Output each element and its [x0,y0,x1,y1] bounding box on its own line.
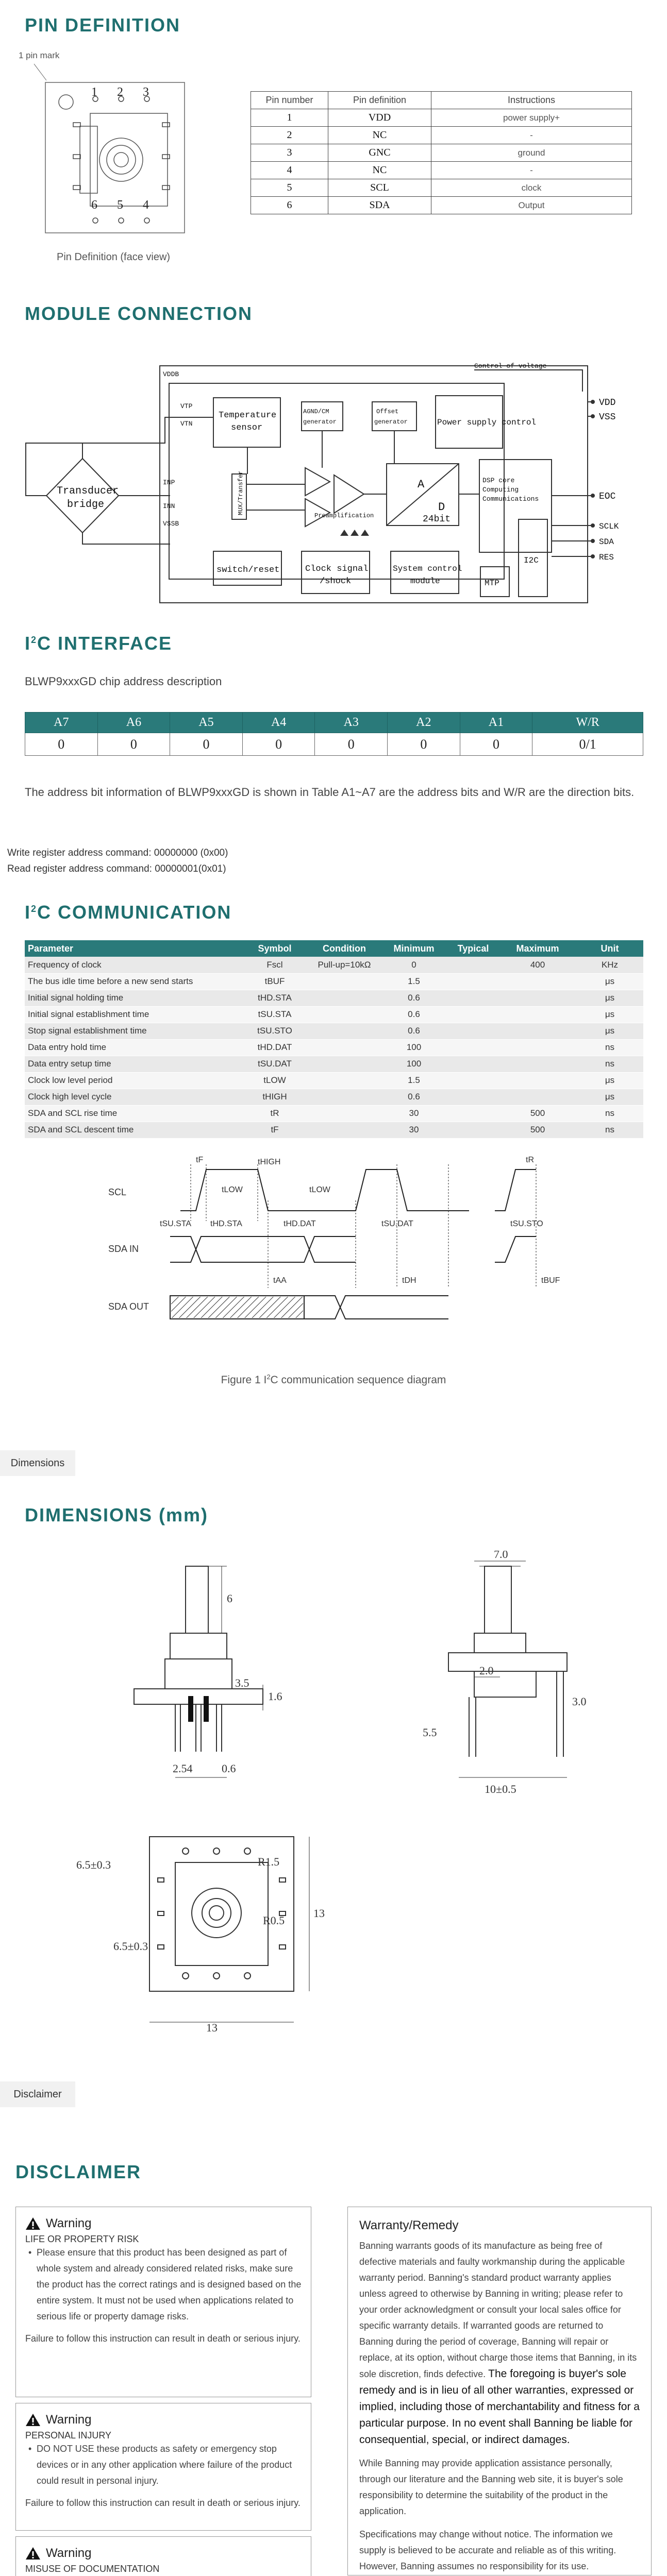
table-cell [447,973,499,990]
table-row [25,1023,643,1039]
table-cell: tF [241,1122,308,1138]
dim-r0-5: R0.5 [263,1914,285,1927]
table-cell: SCL [328,179,431,197]
dim-7-0: 7.0 [494,1551,508,1561]
table-cell: 3 [251,144,328,162]
address-value: 0 [170,733,243,756]
pin-caption: Pin Definition (face view) [57,251,171,263]
table-cell: tHIGH [241,1089,308,1105]
diagram-label-clock: Clock signal [305,564,369,574]
table-cell: μs [576,1023,643,1039]
pin-table-header: Instructions [431,92,632,109]
timing-label-sda-out: SDA OUT [108,1301,149,1312]
table-row [251,179,632,197]
table-cell: ns [576,1105,643,1122]
pin-number-2: 2 [117,86,123,99]
table-cell: 30 [380,1105,447,1122]
pin-table-header: Pin number [251,92,328,109]
table-cell: - [431,162,632,179]
dim-10: 10±0.5 [485,1783,516,1795]
table-cell: tSU.DAT [241,1056,308,1072]
title-superscript: 2 [31,635,38,645]
warranty-paragraph: While Banning may provide application assistance personally, through our literature and the Banning web site, it is buyer's sole responsibility to determine the suitability of the product in the application. [359,2458,623,2516]
table-cell [308,1105,380,1122]
diagram-label-module: module [410,577,440,586]
table-cell [499,990,576,1006]
table-cell: μs [576,973,643,990]
module-connection-title: MODULE CONNECTION [25,303,253,324]
tab-dimensions[interactable]: Dimensions [0,1450,75,1476]
table-row [25,1006,643,1023]
table-row [251,162,632,179]
address-description: The address bit information of BLWP9xxxGD is shown in Table A1~A7 are the address bits and W/R are the direction bits. [25,786,635,799]
title-superscript: 2 [31,904,38,914]
diagram-label-inn: INN [163,502,175,510]
timing-label-thddat: tHD.DAT [284,1219,316,1228]
warning-category: LIFE OR PROPERTY RISK [25,2234,139,2244]
table-cell: SDA and SCL rise time [25,1105,241,1122]
warning-label: Warning [46,2413,92,2427]
warranty-paragraph: Banning warrants goods of its manufacture as being free of defective materials and faulty workmanship during the applicable warranty period. Banning's standard product warranty applies unless agreed to otherwise by Banning in writing; please refer to your order acknowledgment or consult your local sales office for specific warranty details. If warranted goods are returned to Banning during the period of coverage, Banning will repair or replace, at its option, without charge those items that Banning, in its sole discretion, finds defective. [359,2241,637,2379]
dim-13-h: 13 [206,2021,218,2032]
dimension-side-view [119,1561,335,1819]
title-part: I [25,633,31,654]
diagram-label-preamp: Preamplification [314,512,374,519]
warning-icon [25,2217,41,2230]
table-cell: NC [328,127,431,144]
timing-label-tsudat: tSU.DAT [381,1219,413,1228]
diagram-label-agnd: AGND/CM [303,408,329,415]
caption-part: C communication sequence diagram [270,1374,446,1386]
table-cell: 500 [499,1105,576,1122]
diagram-label-sclk: SCLK [599,522,619,531]
table-row [251,144,632,162]
table-cell [499,1023,576,1039]
table-cell: SDA [328,197,431,214]
table-cell: Fscl [241,957,308,973]
table-cell: μs [576,1006,643,1023]
figure-caption [0,1373,667,1386]
table-cell [447,1056,499,1072]
table-row [25,1105,643,1122]
table-cell [308,1056,380,1072]
warranty-remedy-bold: The foregoing is buyer's sole remedy and is in lieu of all other warranties, expressed or implied, including those of merchantability and fitness for a particular purpose. In no event shall Banning be liable for consequential, special, or indirect damages. [359,2368,640,2446]
table-cell: 400 [499,957,576,973]
table-cell: 0 [380,957,447,973]
dim-5-5: 5.5 [423,1726,437,1739]
timing-label-tsusto: tSU.STO [510,1219,543,1228]
table-cell: tSU.STO [241,1023,308,1039]
pin-definition-title: PIN DEFINITION [25,14,181,36]
module-block-diagram [21,361,639,608]
diagram-label-eoc: EOC [599,492,616,502]
timing-label-tbuf: tBUF [541,1276,560,1285]
pin-table [251,91,632,214]
diagram-label-vtp: VTP [180,402,193,410]
diagram-label-shock: /shock [320,577,352,586]
dim-3-0: 3.0 [572,1695,587,1708]
table-cell [308,1122,380,1138]
table-cell: Clock low level period [25,1072,241,1089]
table-cell: Stop signal establishment time [25,1023,241,1039]
list-item: • Please ensure that this product has been designed as part of whole system and already considered related risks, make sure the product has the correct ratings and is designed based on the entire system. It must not be used when applications related to serious life or property damage risks. [25,2245,302,2325]
diagram-label-offset: Offset [376,408,399,415]
address-value: 0 [388,733,460,756]
diagram-label-computing: Computing [482,486,519,494]
table-cell: Initial signal establishment time [25,1006,241,1023]
diagram-label-dsp: DSP core [482,477,515,484]
diagram-label-vdd: VDD [599,398,616,408]
pin-number-1: 1 [91,86,97,99]
table-cell: VDD [328,109,431,127]
disclaimer-title: DISCLAIMER [15,2161,141,2182]
table-row [25,733,643,756]
table-cell: The bus idle time before a new send starts [25,973,241,990]
comm-header: Maximum [499,940,576,957]
pin-table-header: Pin definition [328,92,431,109]
timing-label-taa: tAA [273,1276,287,1285]
table-cell: 100 [380,1039,447,1056]
table-cell: 500 [499,1122,576,1138]
address-value: 0 [25,733,98,756]
table-cell: - [431,127,632,144]
diagram-label-transducer: Transducer [57,485,119,497]
dim-6: 6 [227,1592,232,1605]
dimension-front-view [402,1551,619,1808]
table-row [251,127,632,144]
table-cell: 30 [380,1122,447,1138]
table-cell [499,1089,576,1105]
table-cell [447,990,499,1006]
table-cell: Pull-up=10kΩ [308,957,380,973]
diagram-label-vssb: VSSB [163,520,179,528]
comm-header: Condition [308,940,380,957]
title-part: I [25,902,31,923]
table-cell: 1.5 [380,973,447,990]
table-cell: ns [576,1056,643,1072]
table-cell [499,1039,576,1056]
warning-box-life [15,2207,311,2397]
address-value: 0 [97,733,170,756]
address-value: 0 [242,733,315,756]
address-value: 0/1 [532,733,643,756]
diagram-label-vddb: VDDB [163,370,179,378]
warning-label: Warning [46,2216,92,2230]
address-header: A1 [460,713,532,733]
comm-header: Parameter [25,940,241,957]
table-cell [447,1039,499,1056]
diagram-label-inp: INP [163,479,175,486]
timing-label-tr: tR [526,1156,534,1164]
table-cell [308,973,380,990]
dim-6-5-a: 6.5±0.3 [76,1858,111,1871]
warning-category: PERSONAL INJURY [25,2430,112,2441]
i2c-communication-title [25,902,231,923]
table-cell: tHD.DAT [241,1039,308,1056]
read-command: Read register address command: 00000001(0x01) [7,863,226,874]
table-cell: Data entry hold time [25,1039,241,1056]
table-cell: 0.6 [380,990,447,1006]
diagram-label-voltage-control: Control of voltage [474,362,547,370]
address-header: A6 [97,713,170,733]
warning-failure: Failure to follow this instruction can result in death or serious injury. [25,2498,301,2508]
table-cell: ns [576,1122,643,1138]
table-cell: ns [576,1039,643,1056]
table-cell [447,1089,499,1105]
table-cell [308,1006,380,1023]
table-row [25,1056,643,1072]
table-cell: tHD.STA [241,990,308,1006]
table-row [25,1039,643,1056]
table-cell [499,973,576,990]
table-cell [447,957,499,973]
warning-failure: Failure to follow this instruction can result in death or serious injury. [25,2333,301,2344]
table-cell: 5 [251,179,328,197]
table-cell: KHz [576,957,643,973]
timing-label-sda-in: SDA IN [108,1244,139,1254]
comm-table [25,940,643,1139]
diagram-label-24bit: 24bit [423,514,451,524]
diagram-label-adc-a: A [418,478,425,491]
table-cell: μs [576,1072,643,1089]
comm-header: Unit [576,940,643,957]
address-value: 0 [315,733,388,756]
pin-number-5: 5 [117,198,123,212]
warranty-title: Warranty/Remedy [359,2218,459,2232]
pin-number-3: 3 [143,86,149,99]
warning-heading [25,2216,302,2231]
pin-mark-label: 1 pin mark [19,50,60,60]
table-cell [447,1072,499,1089]
timing-label-tlow: tLOW [222,1185,243,1194]
table-cell: μs [576,1089,643,1105]
warning-label: Warning [46,2546,92,2560]
table-cell: 0.6 [380,1006,447,1023]
address-table [25,712,643,756]
diagram-label-switch-reset: switch/reset [216,565,280,575]
address-header: A3 [315,713,388,733]
table-cell: 1.5 [380,1072,447,1089]
warning-box-misuse [15,2536,311,2576]
warning-heading [25,2546,302,2561]
table-row [25,990,643,1006]
timing-label-thigh: tHIGH [258,1158,281,1166]
table-cell [499,1056,576,1072]
dim-6-5-b: 6.5±0.3 [113,1940,148,1953]
address-header: A2 [388,713,460,733]
table-cell: power supply+ [431,109,632,127]
table-cell [308,1039,380,1056]
address-header: A4 [242,713,315,733]
dim-2-54: 2.54 [173,1762,193,1775]
dimension-top-view [67,1826,356,2032]
timing-label-thdsta: tHD.STA [210,1219,242,1228]
table-cell: GNC [328,144,431,162]
table-cell: NC [328,162,431,179]
table-cell [499,1006,576,1023]
diagram-label-bridge: bridge [67,499,105,511]
warranty-box [347,2207,652,2575]
pin-number-4: 4 [143,198,149,212]
dim-0-6: 0.6 [222,1762,236,1775]
table-cell: clock [431,179,632,197]
table-cell [447,1023,499,1039]
diagram-label-vss: VSS [599,412,616,422]
warning-box-injury [15,2403,311,2531]
warning-icon [25,2413,41,2427]
diagram-label-vtn: VTN [180,420,193,428]
address-value: 0 [460,733,532,756]
diagram-label-mux: MUX/Transfer [237,470,244,515]
table-cell: SDA and SCL descent time [25,1122,241,1138]
address-header: W/R [532,713,643,733]
timing-label-scl: SCL [108,1187,127,1197]
table-cell [308,1072,380,1089]
table-cell: 6 [251,197,328,214]
table-row [251,197,632,214]
table-cell: 2 [251,127,328,144]
table-row [25,1122,643,1138]
address-header: A5 [170,713,243,733]
caption-superscript: 2 [266,1373,271,1381]
timing-label-tdh: tDH [402,1276,416,1285]
table-row [25,957,643,973]
comm-header: Symbol [241,940,308,957]
table-cell [308,1089,380,1105]
timing-label-tsusta: tSU.STA [160,1219,192,1228]
pin-face-diagram [15,62,206,247]
diagram-label-system: System control [393,564,462,573]
chip-address-subtitle: BLWP9xxxGD chip address description [25,675,222,688]
table-cell [447,1105,499,1122]
diagram-label-communications: Communications [482,495,539,503]
dim-1-6: 1.6 [268,1690,282,1703]
dim-2-0: 2.0 [479,1664,494,1677]
table-cell: Initial signal holding time [25,990,241,1006]
table-cell [447,1122,499,1138]
table-cell: 0.6 [380,1023,447,1039]
table-cell: ground [431,144,632,162]
table-cell: Clock high level cycle [25,1089,241,1105]
table-row [25,973,643,990]
diagram-label-sda: SDA [599,537,614,547]
table-cell: 0.6 [380,1089,447,1105]
table-row [25,1089,643,1105]
tab-disclaimer[interactable]: Disclaimer [0,2081,75,2107]
table-cell [308,990,380,1006]
diagram-label-mtp: MTP [485,579,499,588]
timing-label-tf: tF [196,1156,204,1164]
diagram-label-temperature: Temperature [219,411,277,420]
table-cell: tSU.STA [241,1006,308,1023]
dim-13-v: 13 [313,1907,325,1920]
table-row [251,109,632,127]
table-cell [308,1023,380,1039]
table-cell: Data entry setup time [25,1056,241,1072]
list-item: • DO NOT USE these products as safety or emergency stop devices or in any other application where failure of the product could result in personal injury. [25,2441,302,2489]
diagram-label-agnd-gen: generator [303,418,337,426]
comm-header: Typical [447,940,499,957]
table-cell: tLOW [241,1072,308,1089]
timing-label-tlow2: tLOW [309,1185,330,1194]
address-header: A7 [25,713,98,733]
table-cell [447,1006,499,1023]
diagram-label-i2c: I2C [524,556,539,565]
warning-icon [25,2547,41,2560]
table-cell: μs [576,990,643,1006]
i2c-interface-title [25,633,172,654]
table-cell: tR [241,1105,308,1122]
table-cell [499,1072,576,1089]
warning-category: MISUSE OF DOCUMENTATION [25,2564,160,2574]
table-row [25,1072,643,1089]
table-cell: Output [431,197,632,214]
write-command: Write register address command: 00000000 (0x00) [7,848,228,858]
table-cell: 4 [251,162,328,179]
title-part: C INTERFACE [37,633,173,654]
diagram-label-power-supply: Power supply control [437,418,537,427]
comm-header: Minimum [380,940,447,957]
table-cell: tBUF [241,973,308,990]
dim-3-5: 3.5 [235,1676,249,1689]
table-cell: Frequency of clock [25,957,241,973]
title-part: C COMMUNICATION [37,902,232,923]
table-cell: 1 [251,109,328,127]
dimensions-title: DIMENSIONS (mm) [25,1504,209,1526]
pin-number-6: 6 [91,198,97,212]
diagram-label-res: RES [599,553,614,562]
dim-r1-5: R1.5 [258,1855,280,1868]
diagram-label-offset-gen: generator [374,418,408,426]
table-cell: 100 [380,1056,447,1072]
timing-diagram [88,1154,582,1360]
diagram-label-adc-d: D [438,501,445,514]
warranty-paragraph: Specifications may change without notice. The information we supply is believed to be accurate and reliable as of this writing. However, Banning assumes no responsibility for its use. [359,2529,616,2571]
diagram-label-sensor: sensor [231,423,263,433]
warning-heading [25,2413,302,2427]
caption-part: Figure 1 I [221,1374,267,1386]
